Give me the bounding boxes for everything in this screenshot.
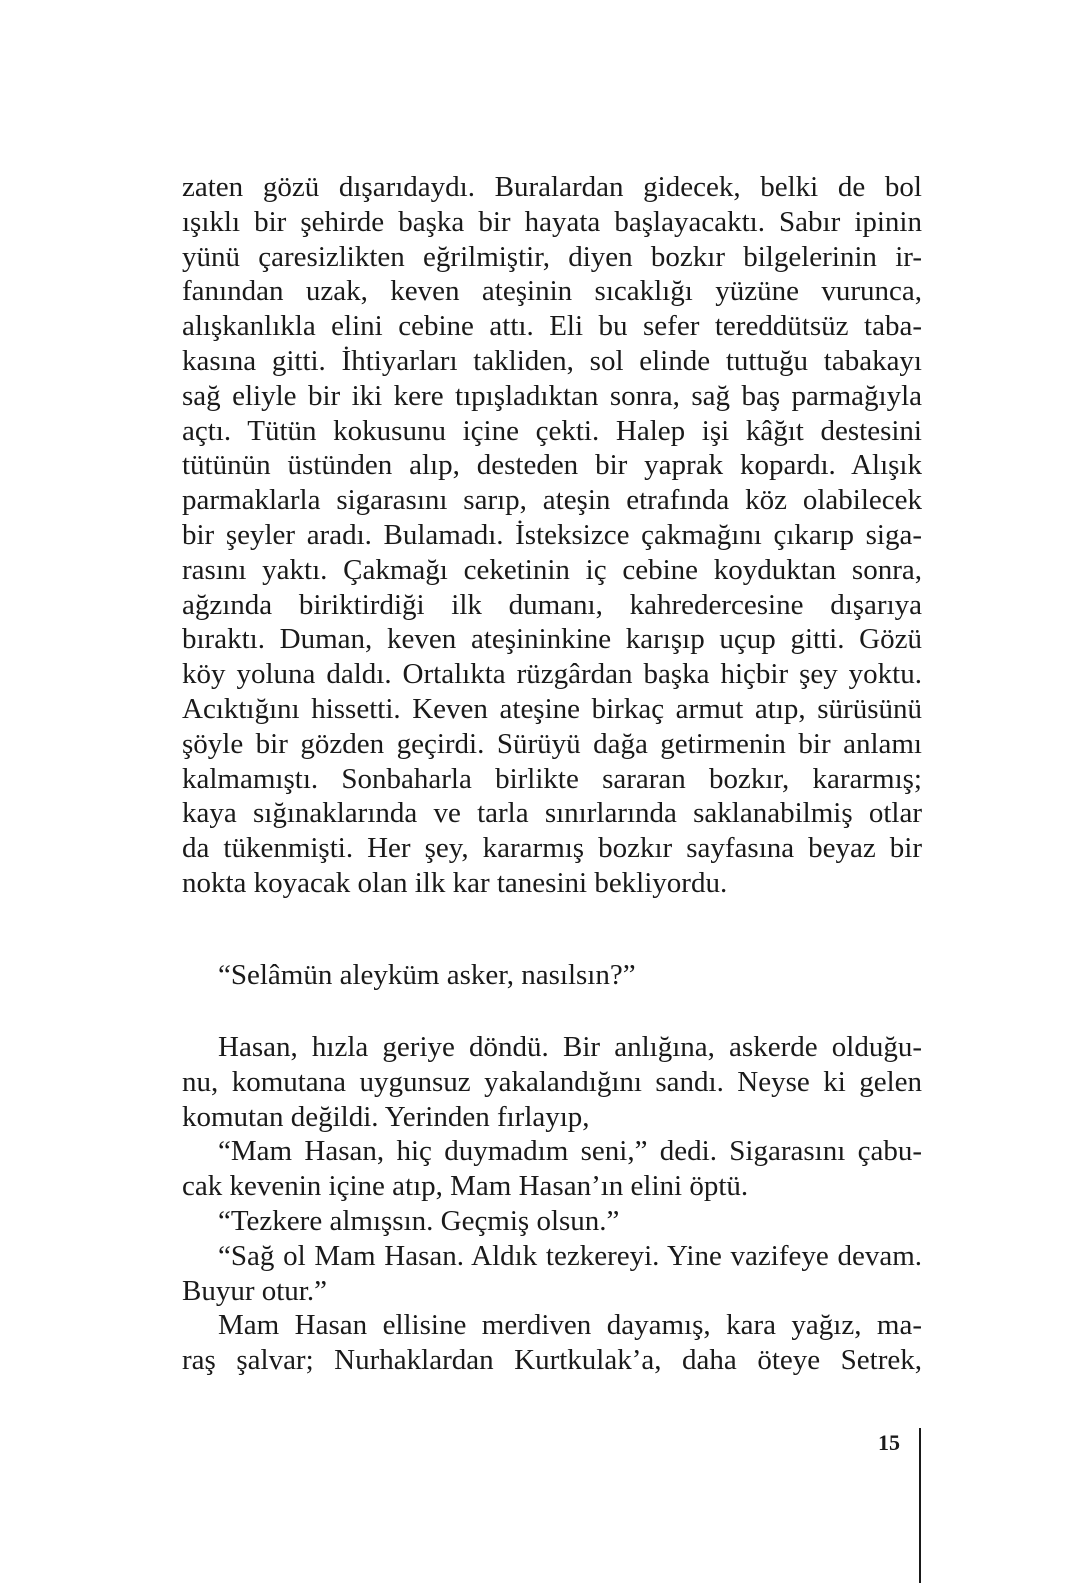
text-line: Buyur otur.” <box>182 1274 327 1307</box>
text-line: ışıklı bir şehirde başka bir hayata başlayacaktı. Sabır ipinin <box>182 205 922 238</box>
text-line: raş şalvar; Nurhaklardan Kurtkulak’a, daha öteye Setrek, <box>182 1344 922 1377</box>
text-line: bir şeyler aradı. Bulamadı. İsteksizce çakmağını çıkarıp siga- <box>182 518 922 551</box>
text-line: şöyle bir gözden geçirdi. Sürüyü dağa getirmenin bir anlamı <box>182 727 922 760</box>
text-line: köy yoluna daldı. Ortalıkta rüzgârdan başka hiçbir şey yoktu. <box>182 658 922 691</box>
text-line: kaya sığınaklarında ve tarla sınırlarında saklanabilmiş otlar <box>182 797 922 830</box>
dialogue-line: “Tezkere almışsın. Geçmiş olsun.” <box>218 1204 620 1237</box>
text-line: kasına gitti. İhtiyarları takliden, sol elinde tuttuğu tabakayı <box>182 344 922 377</box>
paragraph-narrative <box>182 170 922 901</box>
paragraph-dialogue <box>182 1030 922 1378</box>
page-number-rule <box>919 1428 921 1583</box>
text-line: kalmamıştı. Sonbaharla birlikte sararan bozkır, kararmış; <box>182 762 922 795</box>
dialogue-line: “Sağ ol Mam Hasan. Aldık tezkereyi. Yine vazifeye devam. <box>218 1239 922 1272</box>
text-line: açtı. Tütün kokusunu içine çekti. Halep işi kâğıt destesini <box>182 414 922 447</box>
text-line: parmaklarla sigarasını sarıp, ateşin etrafında köz olabilecek <box>182 484 922 517</box>
text-line: zaten gözü dışarıdaydı. Buralardan gidecek, belki de bol <box>182 171 922 203</box>
text-line: yünü çaresizlikten eğrilmiştir, diyen bozkır bilgelerinin ir- <box>182 240 922 273</box>
paragraph-greeting <box>182 958 922 993</box>
text-line: sağ eliyle bir iki kere tıpışladıktan sonra, sağ baş parmağıyla <box>182 379 922 412</box>
text-line: cak kevenin içine atıp, Mam Hasan’ın elini öptü. <box>182 1170 749 1203</box>
text-line: nokta koyacak olan ilk kar tanesini bekliyordu. <box>182 866 728 899</box>
text-line: komutan değildi. Yerinden fırlayıp, <box>182 1100 590 1133</box>
text-line: alışkanlıkla elini cebine attı. Eli bu sefer tereddütsüz taba- <box>182 310 922 343</box>
dialogue-line: “Selâmün aleyküm asker, nasılsın?” <box>218 959 636 991</box>
text-line: ağzında biriktirdiği ilk dumanı, kahredercesine dışarıya <box>182 588 922 621</box>
text-line: bıraktı. Duman, keven ateşininkine karışıp uçup gitti. Gözü <box>182 623 922 656</box>
text-line: Mam Hasan ellisine merdiven dayamış, kara yağız, ma- <box>218 1309 922 1342</box>
text-line: nu, komutana uygunsuz yakalandığını sandı. Neyse ki gelen <box>182 1065 922 1098</box>
text-line: tütünün üstünden alıp, desteden bir yaprak kopardı. Alışık <box>182 449 922 482</box>
text-line: rasını yaktı. Çakmağı ceketinin iç cebine koyduktan sonra, <box>182 553 922 586</box>
text-line: Hasan, hızla geriye döndü. Bir anlığına, askerde olduğu- <box>218 1031 922 1063</box>
text-line: Acıktığını hissetti. Keven ateşine birkaç armut atıp, sürüsünü <box>182 692 922 725</box>
page-number: 15 <box>878 1430 900 1455</box>
text-line: da tükenmişti. Her şey, kararmış bozkır sayfasına beyaz bir <box>182 832 922 865</box>
text-line: fanından uzak, keven ateşinin sıcaklığı yüzüne vurunca, <box>182 275 922 308</box>
dialogue-line: “Mam Hasan, hiç duymadım seni,” dedi. Sigarasını çabu- <box>218 1135 922 1168</box>
